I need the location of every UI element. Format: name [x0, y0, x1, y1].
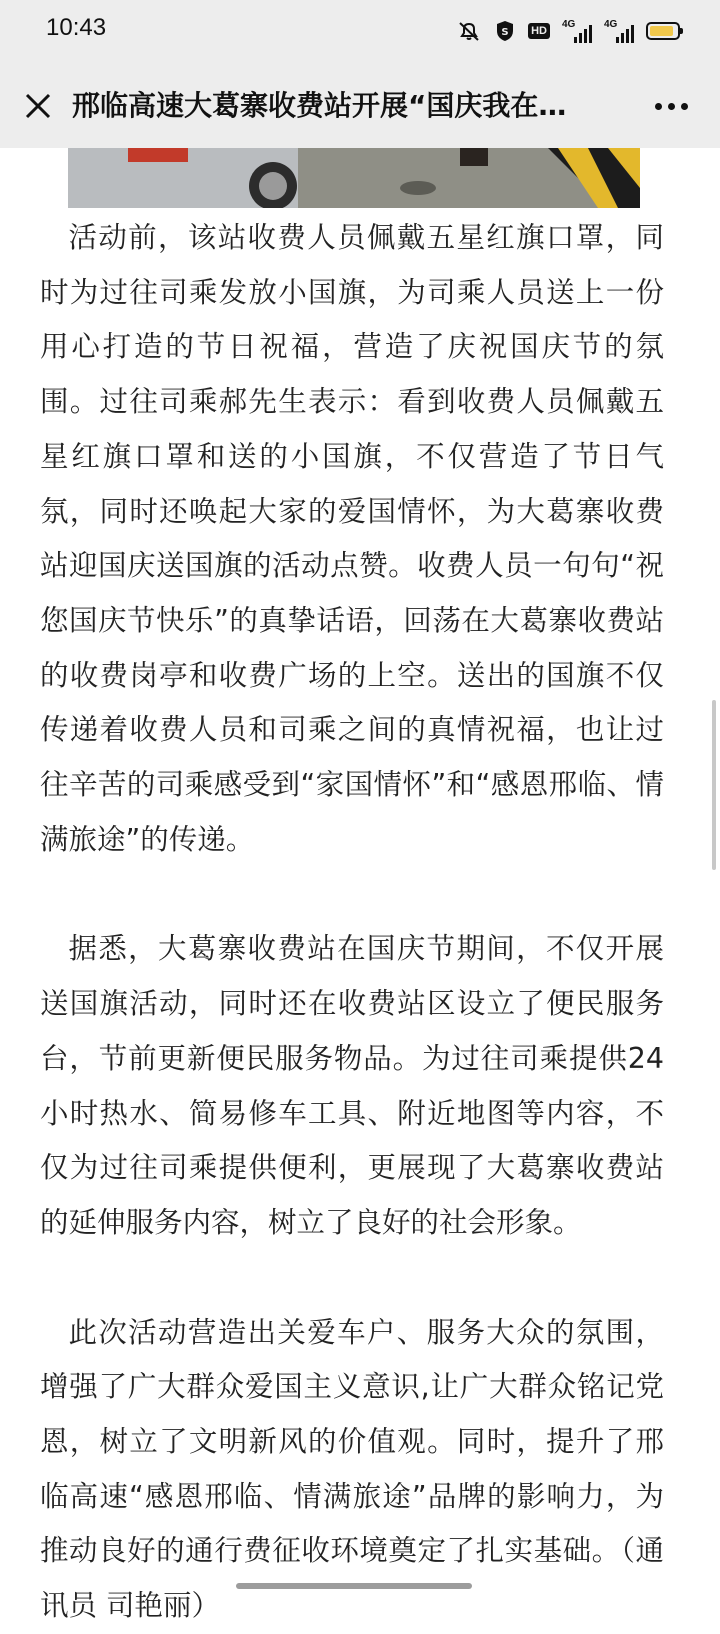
status-icons — [456, 17, 680, 45]
signal-4g-icon-2 — [604, 19, 634, 43]
scrollbar[interactable] — [712, 700, 716, 870]
close-button[interactable] — [18, 86, 58, 126]
mute-bell-icon — [456, 19, 482, 43]
status-time: 10:43 — [46, 14, 107, 41]
hd-icon: HD — [528, 23, 550, 39]
battery-fill — [650, 26, 673, 36]
paragraph-gap — [40, 1251, 664, 1306]
home-indicator[interactable] — [236, 1583, 472, 1589]
close-icon — [24, 92, 52, 120]
svg-text:S: S — [501, 27, 509, 38]
shield-icon — [494, 19, 516, 43]
page-title: 邢临高速大葛寨收费站开展“国庆我在… — [72, 89, 567, 122]
article-paragraph: 据悉，大葛寨收费站在国庆节期间，不仅开展送国旗活动，同时还在收费站区设立了便民服务台，节前更新便民服务物品。为过往司乘提供24小时热水、简易修车工具、附近地图等内容，不仅为过往司乘提供便利，更展现了大葛寨收费站的延伸服务内容，树立了良好的社会形象。 — [40, 932, 664, 1239]
more-horizontal-icon — [655, 103, 688, 110]
paragraph-gap — [40, 867, 664, 922]
battery-icon — [646, 22, 680, 40]
more-button[interactable] — [646, 86, 696, 126]
network-label-1: 4G — [562, 19, 576, 30]
article-photo — [68, 148, 640, 208]
article-paragraph: 活动前，该站收费人员佩戴五星红旗口罩，同时为过往司乘发放小国旗，为司乘人员送上一份用心打造的节日祝福，营造了庆祝国庆节的氛围。过往司乘郝先生表示：看到收费人员佩戴五星红旗口罩和送的小国旗，不仅营造了节日气氛，同时还唤起大家的爱国情怀，为大葛寨收费站迎国庆送国旗的活动点赞。收费人员一句句“祝您国庆节快乐”的真挚话语，回荡在大葛寨收费站的收费岗亭和收费广场的上空。送出的国旗不仅传递着收费人员和司乘之间的真情祝福，也让过往辛苦的司乘感受到“家国情怀”和“感恩邢临、情满旅途”的传递。 — [40, 221, 664, 856]
signal-4g-icon — [562, 19, 592, 43]
article-paragraph: 此次活动营造出关爱车户、服务大众的氛围，增强了广大群众爱国主义意识,让广大群众铭记党恩，树立了文明新风的价值观。同时，提升了邢临高速“感恩邢临、情满旅途”品牌的影响力，为推动良好的通行费征收环境奠定了扎实基础。（通讯员 司艳丽） — [40, 1315, 664, 1623]
photo-content — [68, 148, 640, 208]
article-body — [40, 211, 664, 1634]
title-bar — [0, 62, 720, 148]
network-label-2: 4G — [604, 19, 618, 30]
status-bar — [0, 0, 720, 62]
